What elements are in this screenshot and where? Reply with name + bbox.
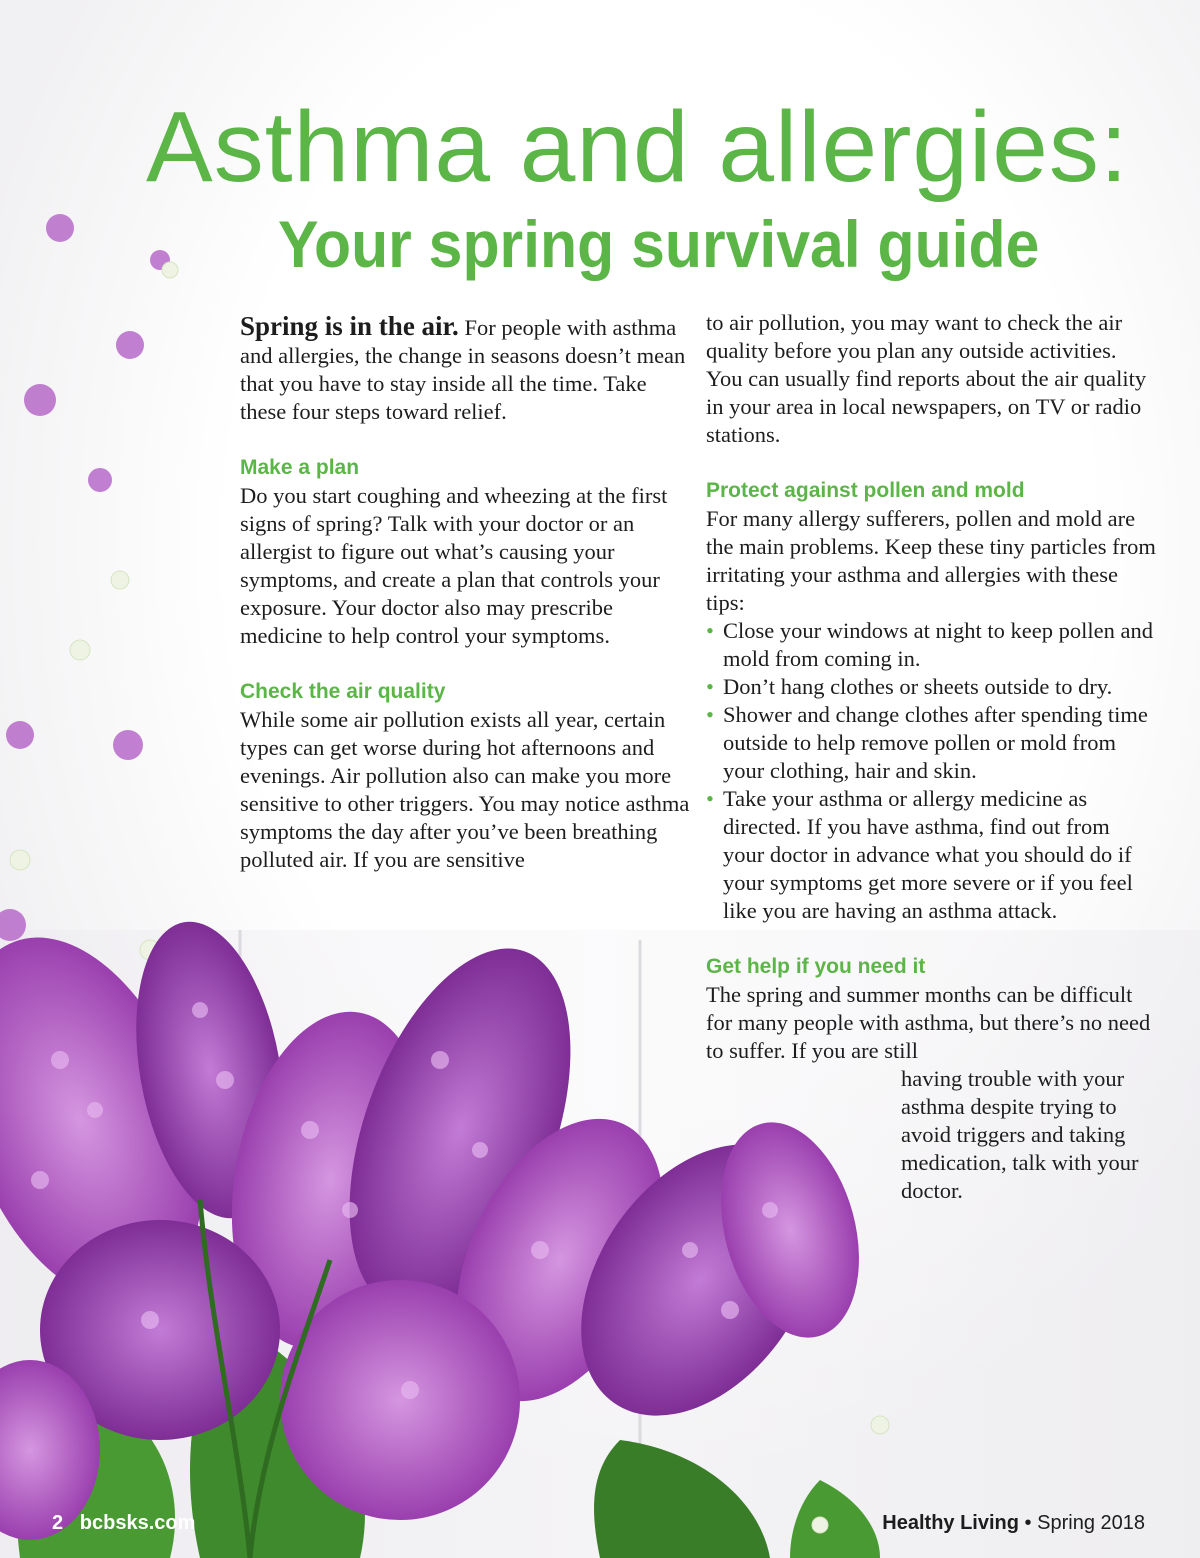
section-body-help-part2: having trouble with your asthma despite trying to avoid triggers and taking medication, talk with your doctor. — [901, 1066, 1139, 1203]
section-heading-help: Get help if you need it — [706, 955, 926, 978]
section-heading-air: Check the air quality — [240, 680, 446, 703]
article-column-left — [240, 312, 690, 874]
page-subtitle: Your spring survival guide — [278, 207, 1040, 281]
section-body-plan: Do you start coughing and wheezing at the first signs of spring? Talk with your doctor or an allergist to figure out what’s causing your symptoms, and create a plan that controls your exposure. Your doctor also may prescribe medicine to help control your symptoms. — [240, 483, 668, 648]
article-column-right — [706, 309, 1156, 1205]
publication-name: Healthy Living — [882, 1512, 1019, 1534]
intro-paragraph — [240, 312, 690, 426]
section-heading-plan: Make a plan — [240, 456, 360, 479]
issue-label: Spring 2018 — [1037, 1512, 1145, 1534]
section-body-air-part2: to air pollution, you may want to check the air quality before you plan any outside activities. You can usually find reports about the air quality in your area in local newspapers, on TV or radio stations. — [706, 310, 1147, 447]
list-item: • Shower and change clothes after spending time outside to help remove pollen or mold from your clothing, hair and skin. — [706, 701, 1156, 785]
section-body-help-part1: The spring and summer months can be difficult for many people with asthma, but there’s no need to suffer. If you are still — [706, 982, 1151, 1063]
section-heading-pollen: Protect against pollen and mold — [706, 479, 1025, 502]
list-item: • Close your windows at night to keep pollen and mold from coming in. — [706, 617, 1156, 673]
intro-lead: Spring is in the air. — [240, 311, 459, 341]
list-item: • Don’t hang clothes or sheets outside to dry. — [706, 673, 1156, 701]
list-item: • Take your asthma or allergy medicine as directed. If you have asthma, find out from your doctor in advance what you should do if your symptoms get more severe or if you feel like you are having an asthma attack. — [706, 785, 1156, 925]
footer-right — [882, 1511, 1145, 1535]
intro-text: For people with asthma and allergies, the change in seasons doesn’t mean that you have to stay inside all the time. Take these four steps toward relief. — [240, 315, 686, 424]
page-number: 2 — [52, 1512, 64, 1534]
pollen-tips-list — [706, 617, 1156, 925]
footer-separator: • — [1024, 1512, 1032, 1534]
page-title: Asthma and allergies: — [146, 91, 1129, 203]
section-body-pollen: For many allergy sufferers, pollen and mold are the main problems. Keep these tiny particles from irritating your asthma and allergies with these tips: — [706, 506, 1156, 615]
site-link[interactable]: bcbsks.com — [79, 1512, 196, 1534]
section-body-air-part1: While some air pollution exists all year, certain types can get worse during hot afternoons and evenings. Air pollution also can make you more sensitive to other triggers. You may notice asthma symptoms the day after you’ve been breathing polluted air. If you are sensitive — [240, 707, 690, 872]
footer-left — [52, 1511, 195, 1535]
